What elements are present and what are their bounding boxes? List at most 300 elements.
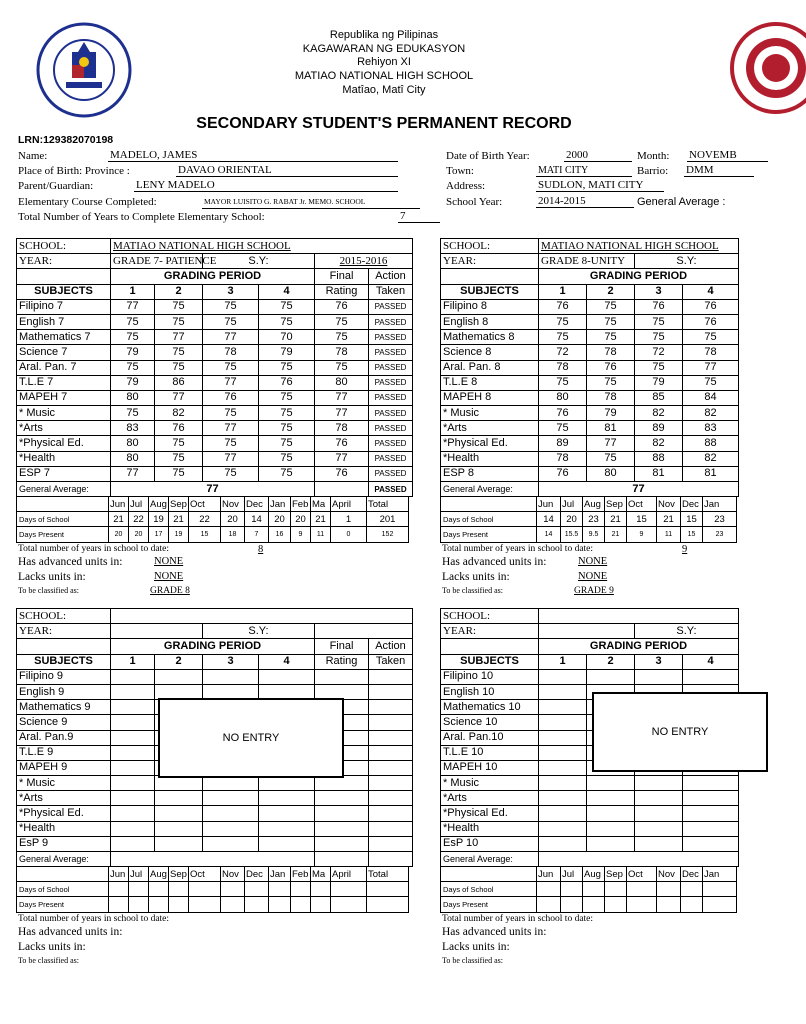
subject-row (17, 345, 413, 360)
grade-cell: 75 (259, 406, 315, 421)
action-taken (369, 669, 413, 684)
grade-cell: 79 (587, 406, 635, 421)
subject-row (441, 821, 739, 836)
month-label: Total (367, 497, 409, 512)
header-school: MATIAO NATIONAL HIGH SCHOOL (294, 70, 474, 82)
subject-name: Aral. Pan. 7 (17, 360, 111, 375)
final-rating: 77 (315, 390, 369, 405)
grade-cell: 80 (539, 390, 587, 405)
final-rating: 78 (315, 345, 369, 360)
quarter-1-label: 1 (111, 654, 155, 669)
subject-row (441, 451, 739, 466)
action-taken (369, 776, 413, 791)
attendance-cell (109, 897, 129, 912)
attendance-cell: 19 (169, 527, 189, 542)
final-rating: 77 (315, 451, 369, 466)
general-average-value (111, 852, 315, 867)
subject-row (17, 436, 413, 451)
elementary-school: MAYOR LUISITO G. RABAT Jr. MEMO. SCHOOL (202, 196, 420, 209)
grade-cell: 76 (539, 299, 587, 314)
final-label: Final (315, 269, 369, 284)
subject-name: Mathematics 9 (17, 700, 111, 715)
attendance-cell (109, 882, 129, 897)
month-label: April (331, 497, 367, 512)
grade-cell: 88 (635, 451, 683, 466)
taken-label: Taken (369, 284, 413, 299)
month-label: Ma (311, 867, 331, 882)
blank (441, 639, 539, 654)
grade-cell: 75 (259, 360, 315, 375)
subject-name: *Arts (17, 791, 111, 806)
grade-cell (111, 684, 155, 699)
month-label: Sep (605, 497, 627, 512)
subject-row (17, 821, 413, 836)
grade-cell: 76 (539, 466, 587, 481)
grade-cell (155, 791, 203, 806)
subject-name: T.L.E 8 (441, 375, 539, 390)
final-rating: 75 (315, 360, 369, 375)
month-label: Jul (561, 497, 583, 512)
dob-label: Date of Birth Year: (446, 150, 530, 162)
subject-row (17, 451, 413, 466)
grade-cell (111, 776, 155, 791)
grade-cell: 78 (539, 451, 587, 466)
subject-row (17, 360, 413, 375)
school-row (17, 609, 413, 624)
grade-cell: 75 (155, 345, 203, 360)
subject-name: Filipino 8 (441, 299, 539, 314)
year-label: YEAR: (17, 624, 111, 639)
grade-cell (683, 776, 739, 791)
header-region: Rehiyon XI (357, 56, 411, 68)
grade-cell: 75 (203, 314, 259, 329)
town: MATI CITY (536, 165, 632, 177)
action-taken: PASSED (369, 299, 413, 314)
subject-name: *Physical Ed. (441, 806, 539, 821)
attendance-cell: 20 (129, 527, 149, 542)
action-taken: PASSED (369, 360, 413, 375)
attendance-cell (269, 882, 291, 897)
attendance-cell (703, 897, 737, 912)
subjects-header (441, 654, 739, 669)
attendance-cell: 14 (245, 512, 269, 527)
attendance-cell: 21 (605, 512, 627, 527)
grade10-footer-label-3: To be classified as: (442, 956, 503, 965)
attendance-cell (291, 897, 311, 912)
grade-cell (683, 836, 739, 851)
grade-cell: 72 (635, 345, 683, 360)
attendance-cell: 15 (627, 512, 657, 527)
month-label: Jul (129, 867, 149, 882)
year-value: GRADE 8-UNITY (539, 254, 635, 269)
subjects-header (17, 654, 413, 669)
attendance-cell: 21 (657, 512, 681, 527)
attendance-cell: 9 (627, 527, 657, 542)
attendance-cell: 20 (291, 512, 311, 527)
grading-header (441, 639, 739, 654)
grade-cell: 75 (635, 314, 683, 329)
blank (441, 867, 537, 882)
grade-cell (635, 821, 683, 836)
general-average-label: General Average : (637, 196, 726, 208)
grade-cell: 75 (539, 375, 587, 390)
attendance-cell (169, 897, 189, 912)
grade-cell (259, 791, 315, 806)
general-action (369, 852, 413, 867)
blank (17, 269, 111, 284)
days-school-label: Days of School (441, 882, 537, 897)
grade-cell: 75 (587, 314, 635, 329)
grade-cell (539, 821, 587, 836)
subject-name: Aral. Pan.9 (17, 730, 111, 745)
final-rating (315, 836, 369, 851)
subject-row (441, 314, 739, 329)
grade-cell: 76 (683, 314, 739, 329)
grade-cell: 84 (683, 390, 739, 405)
grade7-footer-value-3: GRADE 8 (150, 586, 190, 596)
month-label: Feb (291, 867, 311, 882)
general-average-row (17, 482, 413, 497)
subject-row (441, 436, 739, 451)
subject-row (17, 806, 413, 821)
grade-cell (111, 669, 155, 684)
subjects-label: SUBJECTS (17, 654, 111, 669)
attendance-cell (657, 897, 681, 912)
grade-cell (635, 836, 683, 851)
grade-cell (587, 776, 635, 791)
attendance-cell (583, 897, 605, 912)
year-value: GRADE 7- PATIENCE (111, 254, 203, 269)
month-label: Nov (221, 867, 245, 882)
grade-cell: 78 (683, 345, 739, 360)
days-school-label: Days of School (17, 882, 109, 897)
subject-name: *Arts (441, 791, 539, 806)
grade-cell: 80 (111, 390, 155, 405)
action-taken (369, 730, 413, 745)
year-label: YEAR: (17, 254, 111, 269)
grade-cell (587, 806, 635, 821)
final-rating (315, 821, 369, 836)
general-average-row (17, 852, 413, 867)
attendance-cell: 11 (657, 527, 681, 542)
action-taken (369, 806, 413, 821)
grade-cell (539, 715, 587, 730)
month-label: Oct (189, 497, 221, 512)
subject-row (441, 390, 739, 405)
grading-header (17, 639, 413, 654)
days-present-row (441, 897, 737, 912)
grade-cell (155, 669, 203, 684)
grade-cell (203, 669, 259, 684)
subject-row (17, 406, 413, 421)
months-row (17, 867, 409, 882)
grade-cell (683, 669, 739, 684)
days-school-row (441, 512, 737, 527)
subject-name: T.L.E 7 (17, 375, 111, 390)
subject-name: MAPEH 10 (441, 760, 539, 775)
action-taken (369, 684, 413, 699)
grade-cell (155, 836, 203, 851)
grade-cell (683, 821, 739, 836)
grade-cell (155, 821, 203, 836)
grade10-footer-label-2: Lacks units in: (442, 941, 510, 953)
grade-cell (155, 806, 203, 821)
grade-cell (203, 791, 259, 806)
subject-row (441, 806, 739, 821)
general-average-row (441, 482, 739, 497)
grade9-attendance-table (16, 866, 409, 913)
quarter-1-label: 1 (539, 654, 587, 669)
general-average-label: General Average: (17, 852, 111, 867)
month-label: Jan (703, 497, 737, 512)
grade9-footer-label-1: Has advanced units in: (18, 926, 123, 938)
grade-cell: 75 (111, 360, 155, 375)
rating-label: Rating (315, 654, 369, 669)
attendance-cell: 15 (189, 527, 221, 542)
grade-cell: 75 (539, 330, 587, 345)
grade8-footer-value-2: NONE (578, 571, 608, 582)
subject-name: Filipino 9 (17, 669, 111, 684)
month-label: Dec (681, 867, 703, 882)
grade-cell: 86 (155, 375, 203, 390)
quarter-4-label: 4 (259, 654, 315, 669)
school-name: MATIAO NATIONAL HIGH SCHOOL (111, 239, 413, 254)
sy-label: S.Y: (635, 254, 739, 269)
attendance-cell (129, 897, 149, 912)
action-taken (369, 760, 413, 775)
days-present-row (17, 897, 409, 912)
subjects-header (17, 284, 413, 299)
subject-row (441, 345, 739, 360)
dob-month: NOVEMB (687, 149, 768, 162)
grade-cell: 77 (111, 299, 155, 314)
grade9-footer-label-3: To be classified as: (18, 956, 79, 965)
quarter-4-label: 4 (259, 284, 315, 299)
grade10-no-entry-box: NO ENTRY (592, 692, 768, 772)
grade-cell: 75 (539, 421, 587, 436)
month-label: Oct (189, 867, 221, 882)
sy-label: S.Y: (203, 254, 315, 269)
attendance-cell: 20 (221, 512, 245, 527)
grade8-footer-label-1: Has advanced units in: (442, 556, 547, 568)
grade-cell: 75 (155, 314, 203, 329)
quarter-2-label: 2 (587, 654, 635, 669)
subject-row (441, 421, 739, 436)
place-of-birth-label: Place of Birth: Province : (18, 165, 130, 177)
grade-cell: 75 (587, 451, 635, 466)
subject-name: Mathematics 8 (441, 330, 539, 345)
year-value (111, 624, 203, 639)
grade-cell (587, 836, 635, 851)
subject-name: Science 10 (441, 715, 539, 730)
days-present-label: Days Present (441, 897, 537, 912)
sy-value (315, 624, 413, 639)
final-rating: 76 (315, 436, 369, 451)
general-average-label: General Average: (17, 482, 111, 497)
subjects-label: SUBJECTS (441, 284, 539, 299)
grade8-footer-value-0: 9 (682, 544, 688, 555)
attendance-cell (605, 897, 627, 912)
grade7-attendance-table (16, 496, 409, 543)
attendance-cell (149, 897, 169, 912)
grade-cell: 77 (203, 451, 259, 466)
month-label: Aug (583, 867, 605, 882)
grade9-no-entry-box: NO ENTRY (158, 698, 344, 778)
month-label: Nov (221, 497, 245, 512)
month-label: Month: (637, 150, 670, 162)
days-school-label: Days of School (441, 512, 537, 527)
attendance-cell (681, 882, 703, 897)
month-label: Jan (269, 497, 291, 512)
attendance-cell (221, 897, 245, 912)
grade-cell: 75 (111, 314, 155, 329)
attendance-cell (561, 882, 583, 897)
subject-name: Mathematics 10 (441, 700, 539, 715)
subject-name: *Health (441, 821, 539, 836)
school-label: SCHOOL: (441, 239, 539, 254)
grade-cell: 79 (259, 345, 315, 360)
grade-cell: 80 (111, 451, 155, 466)
attendance-cell: 23 (583, 512, 605, 527)
general-average-row (441, 852, 739, 867)
rating-label: Rating (315, 284, 369, 299)
grade-cell: 77 (587, 436, 635, 451)
subject-row (441, 406, 739, 421)
grading-header (441, 269, 739, 284)
grade-cell: 82 (635, 406, 683, 421)
subject-row (441, 330, 739, 345)
subjects-label: SUBJECTS (441, 654, 539, 669)
month-label: Aug (149, 867, 169, 882)
blank (315, 482, 369, 497)
subject-name: EsP 9 (17, 836, 111, 851)
action-label: Action (369, 269, 413, 284)
grade-cell: 75 (635, 330, 683, 345)
action-taken: PASSED (369, 375, 413, 390)
grade-cell (587, 669, 635, 684)
attendance-cell: 18 (221, 527, 245, 542)
subject-row (17, 299, 413, 314)
subject-name: *Arts (17, 421, 111, 436)
action-taken (369, 715, 413, 730)
grade-cell: 76 (683, 299, 739, 314)
days-school-row (17, 882, 409, 897)
grade-cell: 76 (539, 406, 587, 421)
grade-cell: 77 (203, 375, 259, 390)
action-taken (369, 700, 413, 715)
grade-cell (111, 715, 155, 730)
attendance-cell (311, 897, 331, 912)
subject-name: *Health (17, 821, 111, 836)
attendance-cell (269, 897, 291, 912)
grade-cell: 77 (203, 421, 259, 436)
general-action: PASSED (369, 482, 413, 497)
grade-cell: 78 (203, 345, 259, 360)
attendance-cell (189, 882, 221, 897)
subject-row (441, 669, 739, 684)
grading-period-label: GRADING PERIOD (539, 639, 739, 654)
final-rating: 76 (315, 466, 369, 481)
attendance-cell (129, 882, 149, 897)
subjects-header (441, 284, 739, 299)
attendance-cell: 20 (269, 512, 291, 527)
year-value (539, 624, 635, 639)
grade-cell: 82 (683, 406, 739, 421)
quarter-2-label: 2 (155, 654, 203, 669)
sy-value: 2015-2016 (315, 254, 413, 269)
grade-cell: 75 (259, 436, 315, 451)
subject-row (441, 299, 739, 314)
action-taken: PASSED (369, 451, 413, 466)
days-present-row (17, 527, 409, 542)
quarter-3-label: 3 (203, 284, 259, 299)
final-rating: 75 (315, 330, 369, 345)
month-label: Oct (627, 497, 657, 512)
sy-label: S.Y: (635, 624, 739, 639)
subject-row (441, 360, 739, 375)
subject-name: * Music (441, 776, 539, 791)
subject-row (17, 669, 413, 684)
grade-cell (587, 791, 635, 806)
quarter-3-label: 3 (635, 284, 683, 299)
grade-cell: 77 (155, 330, 203, 345)
grade-cell: 75 (587, 299, 635, 314)
attendance-cell (627, 897, 657, 912)
general-average-value (539, 852, 739, 867)
days-present-label: Days Present (17, 527, 109, 542)
grade-cell: 75 (203, 299, 259, 314)
subject-name: English 7 (17, 314, 111, 329)
grade-cell (635, 791, 683, 806)
attendance-cell: 7 (245, 527, 269, 542)
grade7-footer-value-1: NONE (154, 556, 184, 567)
subjects-label: SUBJECTS (17, 284, 111, 299)
grade-cell (539, 776, 587, 791)
subject-row (17, 314, 413, 329)
attendance-cell: 21 (109, 512, 129, 527)
grade-cell: 75 (203, 466, 259, 481)
grade-cell: 82 (155, 406, 203, 421)
action-taken: PASSED (369, 436, 413, 451)
final-rating: 76 (315, 299, 369, 314)
grade-cell (259, 821, 315, 836)
attendance-cell (169, 882, 189, 897)
attendance-cell: 201 (367, 512, 409, 527)
attendance-cell: 22 (129, 512, 149, 527)
quarter-1-label: 1 (539, 284, 587, 299)
quarter-2-label: 2 (587, 284, 635, 299)
quarter-3-label: 3 (635, 654, 683, 669)
subject-name: *Physical Ed. (17, 806, 111, 821)
grade-cell: 76 (635, 299, 683, 314)
quarter-2-label: 2 (155, 284, 203, 299)
general-average-label: General Average: (441, 482, 539, 497)
subject-row (17, 466, 413, 481)
grade-cell: 75 (203, 406, 259, 421)
month-label: Jun (537, 497, 561, 512)
action-taken (369, 745, 413, 760)
subject-name: MAPEH 8 (441, 390, 539, 405)
grade-cell (259, 669, 315, 684)
month-label: Sep (605, 867, 627, 882)
address-label: Address: (446, 180, 486, 192)
school-row (441, 239, 739, 254)
grade-cell: 81 (635, 466, 683, 481)
sy-label: S.Y: (203, 624, 315, 639)
grade-cell (111, 806, 155, 821)
subject-name: T.L.E 10 (441, 745, 539, 760)
final-rating (315, 806, 369, 821)
